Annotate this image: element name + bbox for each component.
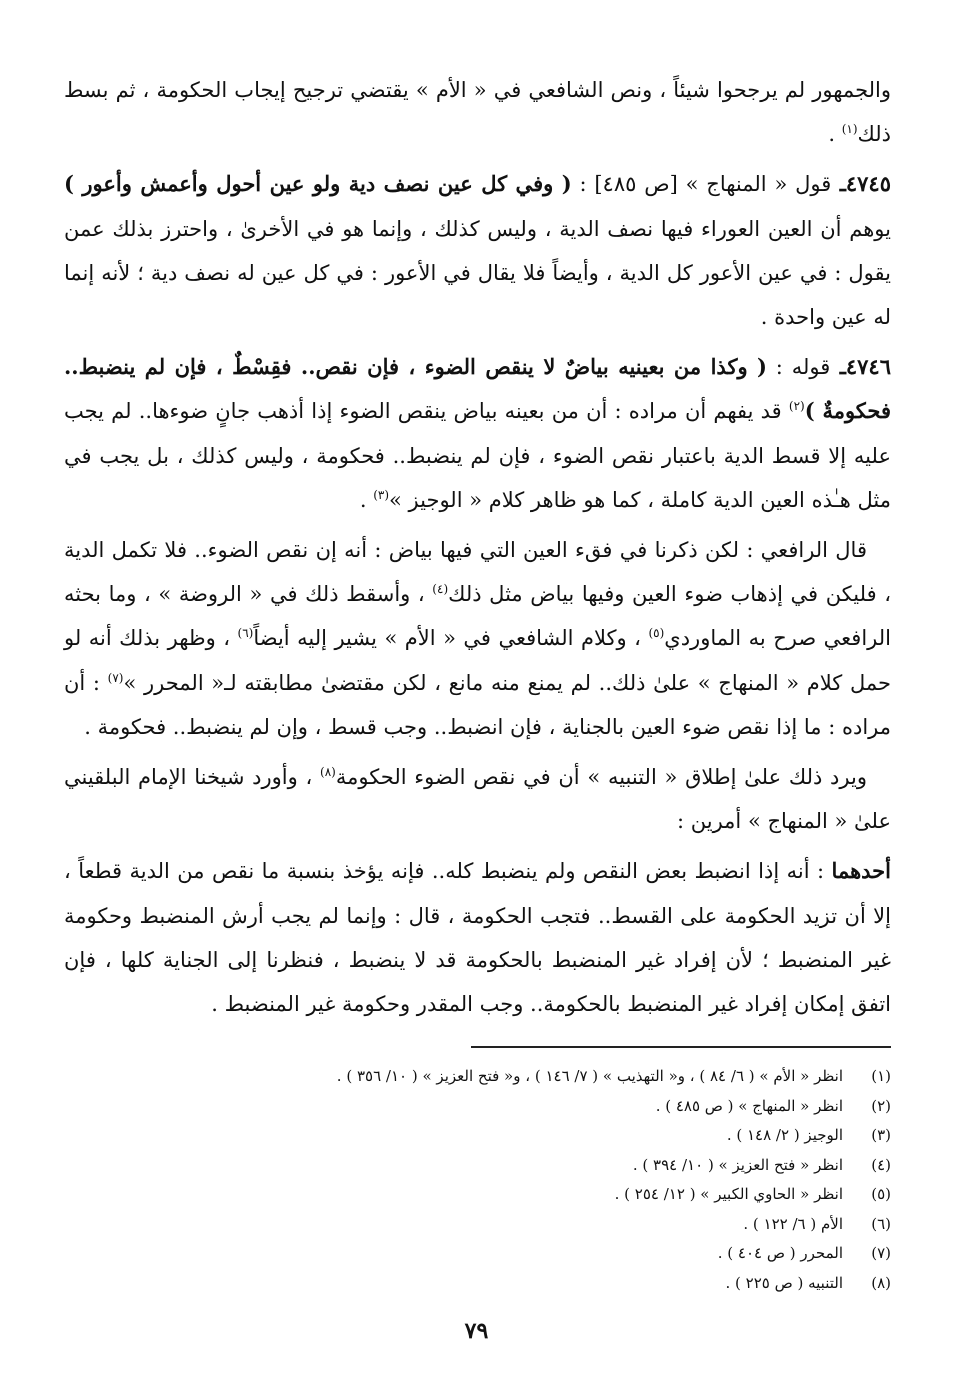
footnote-number: (٦) [871,1214,891,1233]
footnote-text: انظر « فتح العزيز » ( ١٠/ ٣٩٤ ) . [632,1155,843,1174]
text-run: : أنه إذا انضبط بعض النقص ولم ينضبط كله.. فإنه يؤخذ بنسبة ما نقص من الدية قطعاً ، إلا أن تزيد الحكومة على القسط.. فتجب الحكومة ، قال : وإنما لم يجب أرش المنضبط وحكومة غير المنضبط ؛ لأن إفراد غير المنضبط بالحكومة قد لا ينضبط ، فنظرنا إلى الجناية كلها ، فإن اتفق إمكان إفراد غير المنضبط بالحكومة.. وجب المقدر وحكومة غير المنضبط . [64,859,891,1017]
main-text [64,68,891,1026]
footnote-text: الأم ( ٦/ ١٢٢ ) . [743,1214,843,1233]
paragraph [64,345,891,522]
text-run: قد يفهم أن مراده : أن من بعينه بياض ينقص الضوء إذا أذهب جانٍ ضوءها.. لم يجب عليه إلا قسط الدية باعتبار نقص الضوء ، فإن لم ينضبط.. فحكومة ، وليس كذلك ، بل يجب في مثل هـٰذه العين الدية كاملة ، كما هو ظاهر كلام « الوجيز » [64,399,891,512]
paragraph [64,528,891,749]
text-run: ، وأسقط ذلك في « الروضة » ، وما بحثه الرافعي صرح به الماوردي [64,582,891,651]
footnote-number: (٢) [871,1096,891,1115]
footnotes [64,1062,891,1298]
footnote-text: الوجيز ( ٢/ ١٤٨ ) . [726,1126,843,1144]
footnote-ref[interactable]: (٨) [320,765,336,780]
footnote-ref[interactable]: (٧) [107,670,124,685]
paragraph [64,162,891,339]
footnote-item [64,1210,891,1240]
footnote-number: (٨) [871,1273,891,1292]
footnote-ref[interactable]: (٦) [237,626,254,641]
footnote-number: (٤) [871,1155,891,1174]
text-run: قوله : [766,355,831,380]
paragraph [64,755,891,843]
text-run: ، وظهر بذلك أنه لو حمل كلام « المنهاج » علىٰ ذلك.. لم يمنع منه مانع ، لكن مقتضىٰ مطابقته لـ« المحرر » [64,626,891,695]
text-run: ويرد ذلك علىٰ إطلاق « التنبيه » أن في نقص الضوء الحكومة [335,765,867,790]
paragraph [64,68,891,156]
footnote-item [64,1121,891,1151]
footnote-item [64,1239,891,1269]
bold-text: ( وفي كل عين نصف دية ولو عين أحول وأعمش وأعور ) [64,171,572,197]
footnote-number: (٧) [871,1244,891,1262]
bold-text: ٤٧٤٥ـ [831,171,891,197]
paragraph [64,849,891,1026]
text-run: . [828,122,842,147]
text-run: . [359,487,374,512]
text-run: : أن مراده : ما إذا نقص ضوء العين بالجناية ، فإن انضبط.. وجب قسط ، وإن لم ينضبط.. فحكومة . [64,670,891,739]
footnote-ref[interactable]: (١) [841,122,858,137]
footnote-ref[interactable]: (٤) [432,582,449,597]
bold-text: أحدهما [831,858,891,884]
page-number: ٧٩ [464,1318,489,1344]
bold-text: ( وكذا من بعينيه بياضٌ لا ينقص الضوء ، فإن نقص.. فقِسْطٌ ، فإن لم ينضبط.. فحكومةٌ ) [64,354,891,424]
footnote-item [64,1092,891,1122]
footnote-text: التنبيه ( ص ٢٢٥ ) . [725,1273,843,1292]
footnote-text: المحرر ( ص ٤٠٤ ) . [717,1244,843,1262]
footnote-item [64,1151,891,1181]
footnote-text: انظر « الحاوي الكبير » ( ١٢/ ٢٥٤ ) . [614,1185,843,1203]
footnote-item [64,1180,891,1210]
footnote-ref[interactable]: (٣) [373,487,390,502]
footnote-item [64,1269,891,1299]
text-run: ، وأورد شيخنا الإمام البلقيني علىٰ « المنهاج » أمرين : [64,765,891,834]
text-run: قال الرافعي : لكن ذكرنا في فقء العين التي فيها بياض : أنه إن نقص الضوء.. فلا تكمل الدية ، فليكن في إذهاب ضوء العين وفيها بياض مثل ذلك [64,538,891,607]
footnote-text: انظر « المنهاج » ( ص ٤٨٥ ) . [655,1096,843,1115]
text-run: قول « المنهاج » [ص ٤٨٥] : [571,172,832,197]
footnote-text: انظر « الأم » ( ٦/ ٨٤ ) ، و« التهذيب » ( ٧/ ١٤٦ ) ، و« فتح العزيز » ( ١٠/ ٣٥٦ ) . [336,1067,843,1085]
text-run: ، وكلام الشافعي في « الأم » يشير إليه أيضاً [253,626,649,651]
footnote-number: (٥) [871,1185,891,1203]
footnote-divider [471,1046,891,1048]
bold-text: ٤٧٤٦ـ [830,354,891,380]
footnote-number: (٣) [871,1126,891,1144]
text-run: والجمهور لم يرجحوا شيئاً ، ونص الشافعي في « الأم » يقتضي ترجيح إيجاب الحكومة ، ثم بسط ذلك [64,78,891,147]
text-run: يوهم أن العين العوراء فيها نصف الدية ، وليس كذلك ، وإنما هو في الأخرىٰ ، واحترز بذلك عمن يقول : في عين الأعور كل الدية ، وأيضاً فلا يقال في الأعور : في كل عين له نصف دية ؛ لأنه إنما له عين واحدة . [64,216,891,330]
footnote-item [64,1062,891,1092]
footnote-number: (١) [871,1067,891,1085]
footnote-ref[interactable]: (٥) [648,626,665,641]
footnote-ref[interactable]: (٢) [788,399,805,414]
